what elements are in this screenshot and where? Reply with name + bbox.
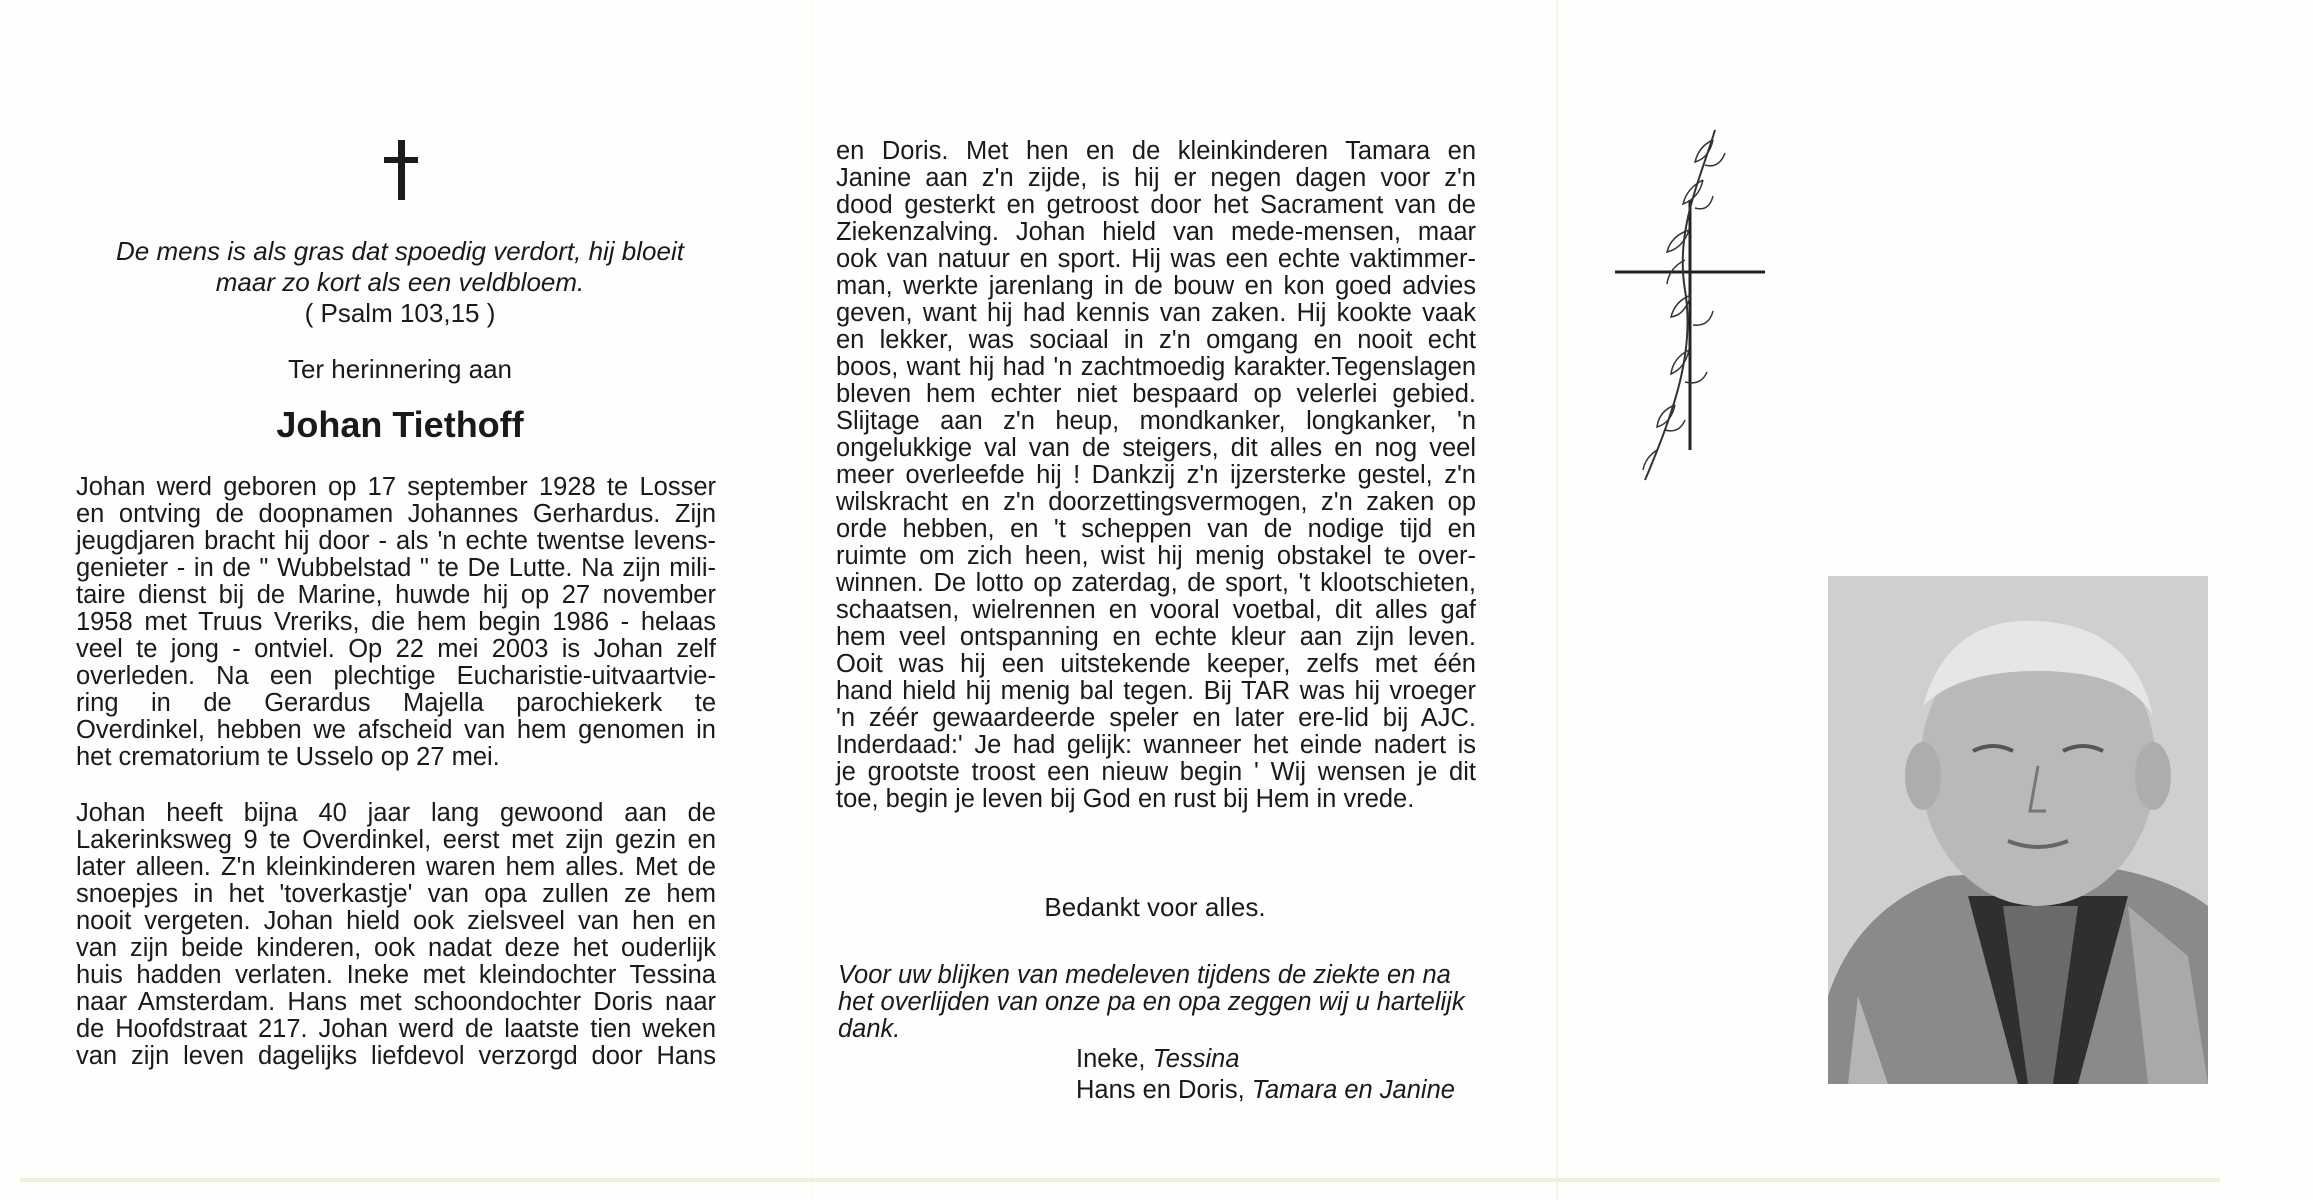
biography-paragraph-3 [836,138,1476,813]
text-line: je grootste troost een nieuw begin ' Wij wensen je dit [836,758,1476,786]
text-line: veel te jong - ontviel. Op 22 mei 2003 is Johan zelf [76,635,716,663]
text-line: overleden. Na een plechtige Eucharistie-uitvaartvie- [76,662,716,690]
text-line: en lekker, was sociaal in z'n omgang en nooit echt [836,326,1476,354]
epigraph-line: maar zo kort als een veldbloem. [215,267,585,297]
psalm-reference: ( Psalm 103,15 ) [304,298,496,328]
text-line: bleven hem echter niet bespaard op velerlei gebied. [836,380,1476,408]
text-line: Inderdaad:' Je had gelijk: wanneer het einde nadert is [836,731,1476,759]
signature-line-1 [1076,1046,1536,1073]
text-line: ruimte om zich heen, wist hij menig obstakel te over- [836,542,1476,570]
signature-grandchild: Tessina [1152,1045,1240,1073]
biography-paragraph-2 [76,800,716,1070]
text-line: van zijn leven dagelijks liefdevol verzorgd door Hans [76,1042,716,1070]
gratitude-text [838,962,1488,1043]
text-line: meer overleefde hij ! Dankzij z'n ijzersterke gestel, z'n [836,461,1476,489]
text-line: nooit vergeten. Johan hield ook zielsveel van hen en [76,907,716,935]
text-line: Johan werd geboren op 17 september 1928 te Losser [76,473,716,501]
text-line: de Hoofdstraat 217. Johan werd de laatste tien weken [76,1015,716,1043]
gratitude-line: het overlijden van onze pa en opa zeggen wij u hartelijk [838,988,1465,1016]
text-line: Lakerinksweg 9 te Overdinkel, eerst met zijn gezin en [76,826,716,854]
signature-grandchildren: Tamara en Janine [1251,1076,1455,1104]
text-line: Slijtage aan z'n heup, mondkanker, longkanker, 'n [836,407,1476,435]
text-line: van zijn beide kinderen, ook nadat deze het ouderlijk [76,934,716,962]
gratitude-line: dank. [838,1015,901,1043]
text-line: man, werkte jarenlang in de bouw en kon goed advies [836,272,1476,300]
text-line: Ooit was hij een uitstekende keeper, zelfs met één [836,650,1476,678]
signature-names: Ineke, [1076,1045,1146,1073]
thanks-line: Bedankt voor alles. [1044,892,1266,922]
text-line: 'n zéér gewaardeerde speler en later ere-lid bij AJC. [836,704,1476,732]
text-line: Johan heeft bijna 40 jaar lang gewoond aan de [76,799,716,827]
text-line: orde hebben, en 't scheppen van de nodige tijd en [836,515,1476,543]
text-line: ring in de Gerardus Majella parochiekerk te [76,689,716,717]
text-line: toe, begin je leven bij God en rust bij Hem in vrede. [836,785,1415,813]
card-edge [20,1178,2220,1182]
signature-names: Hans en Doris, [1076,1076,1245,1104]
text-line: schaatsen, wielrennen en vooral voetbal, dit alles gaf [836,596,1476,624]
text-line: huis hadden verlaten. Ineke met kleindochter Tessina [76,961,716,989]
gratitude-line: Voor uw blijken van medeleven tijdens de ziekte en na [838,961,1451,989]
fold-line-right [1556,0,1558,1200]
text-line: ook van natuur en sport. Hij was een echte vaktimmer- [836,245,1476,273]
text-line: winnen. De lotto op zaterdag, de sport, 't klootschieten, [836,569,1476,597]
text-line: wilskracht en z'n doorzettingsvermogen, z'n zaken op [836,488,1476,516]
text-line: boos, want hij had 'n zachtmoedig karakter.Tegenslagen [836,353,1476,381]
text-line: Ziekenzalving. Johan hield van mede-mensen, maar [836,218,1476,246]
text-line: geven, want hij had kennis van zaken. Hij kookte vaak [836,299,1476,327]
text-line: en Doris. Met hen en de kleinkinderen Tamara en [836,137,1476,165]
text-line: dood gesterkt en getroost door het Sacrament van de [836,191,1476,219]
intro-text: Ter herinnering aan [287,354,513,384]
epigraph-line: De mens is als gras dat spoedig verdort, hij bloeit [116,236,684,266]
fold-line [812,0,813,1200]
cross-icon [384,140,418,200]
cross-wreath-icon [1605,120,1775,500]
text-line: hem veel ontspanning en echte kleur aan zijn leven. [836,623,1476,651]
text-line: Overdinkel, hebben we afscheid van hem genomen in [76,716,716,744]
text-line: het crematorium te Usselo op 27 mei. [76,743,500,771]
portrait-photo [1828,576,2208,1084]
text-line: jeugdjaren bracht hij door - als 'n echte twentse levens- [76,527,716,555]
text-line: naar Amsterdam. Hans met schoondochter Doris naar [76,988,716,1016]
text-line: hand hield hij menig bal tegen. Bij TAR was hij vroeger [836,677,1476,705]
text-line: later alleen. Z'n kleinkinderen waren hem alles. Met de [76,853,716,881]
text-line: snoepjes in het 'toverkastje' van opa zullen ze hem [76,880,716,908]
biography-paragraph-1 [76,474,716,771]
text-line: ongelukkige val van de steigers, dit alles en nog veel [836,434,1476,462]
deceased-name: Johan Tiethoff [276,404,524,445]
text-line: Janine aan z'n zijde, is hij er negen dagen voor z'n [836,164,1476,192]
signature-line-2 [1076,1077,1536,1104]
text-line: en ontving de doopnamen Johannes Gerhardus. Zijn [76,500,716,528]
text-line: 1958 met Truus Vreriks, die hem begin 1986 - helaas [76,608,716,636]
text-line: taire dienst bij de Marine, huwde hij op 27 november [76,581,716,609]
epigraph [95,236,705,298]
text-line: genieter - in de " Wubbelstad " te De Lutte. Na zijn mili- [76,554,716,582]
